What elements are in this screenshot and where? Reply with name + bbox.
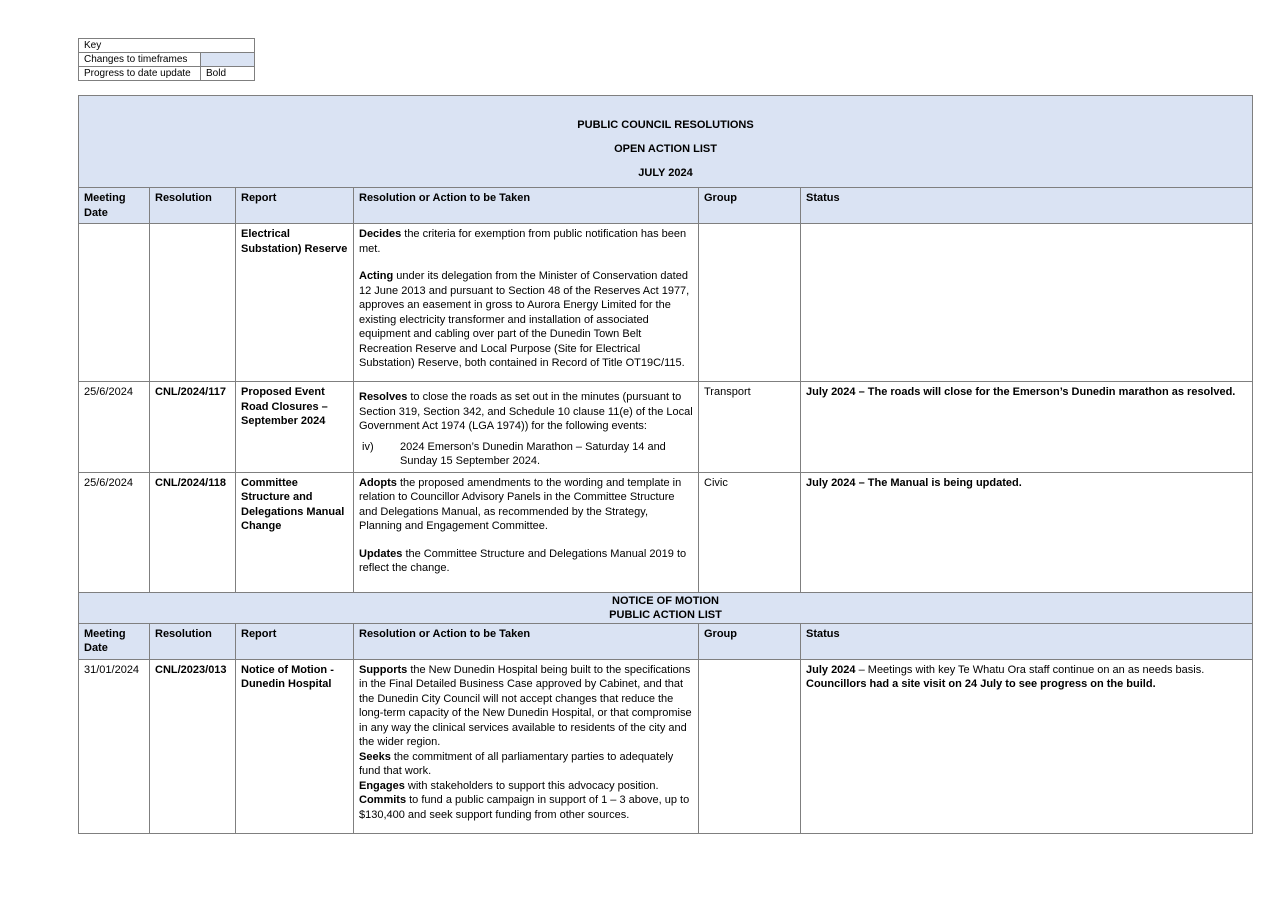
title-line-1: PUBLIC COUNCIL RESOLUTIONS — [577, 119, 754, 131]
status — [801, 224, 1253, 382]
action-verb: Supports — [359, 663, 408, 676]
list-number: iv) — [362, 440, 374, 453]
header-resolution: Resolution — [150, 623, 236, 659]
action-body: under its delegation from the Minister of Conservation dated 12 June 2013 and pursuant to Section 48 of the Reserves Act 1977, approves an easement in gross to Aurora Energy Limited for the existing electricity transformer and installation of associated equipment and cabling over part of the Dunedin Town Belt Recreation Reserve and Local Purpose (Site for Electrical Substation) Reserve, both contained in Record of Title OT19C/115. — [359, 270, 690, 369]
resolution-number: CNL/2024/118 — [150, 472, 236, 592]
header-report: Report — [236, 188, 354, 224]
action-verb: Resolves — [359, 391, 408, 403]
header-report: Report — [236, 623, 354, 659]
meeting-date — [79, 224, 150, 382]
title-line-2: OPEN ACTION LIST — [614, 143, 717, 155]
header-group: Group — [699, 188, 801, 224]
action-verb: Updates — [359, 547, 403, 560]
action-body: the New Dunedin Hospital being built to the specifications in the Final Detailed Business Case approved by Cabinet, and that the Dunedin City Council will not accept changes that reduce the long-term capacity of the New Dunedin Hospital, or that compromise in any way the clinical services available to residents of the city and the wider region. — [359, 663, 692, 748]
header-action: Resolution or Action to be Taken — [354, 623, 699, 659]
section-title-line-1: NOTICE OF MOTION — [612, 594, 719, 607]
action-body: to close the roads as set out in the minutes (pursuant to Section 319, Section 342, and Schedule 10 clause 11(e) of the Local Government Act 1974 (LGA 1974)) for the following events: — [359, 391, 693, 432]
section-title — [79, 592, 1253, 623]
table-row — [79, 224, 1253, 382]
action-verb: Commits — [359, 794, 407, 806]
table-row — [79, 382, 1253, 473]
report-title: Notice of Motion - Dunedin Hospital — [236, 659, 354, 833]
action-body: the criteria for exemption from public notification has been met. — [359, 228, 687, 255]
group — [699, 659, 801, 833]
action-body: to fund a public campaign in support of 1 – 3 above, up to $130,400 and seek support funding from other sources. — [359, 794, 690, 821]
meeting-date: 25/6/2024 — [79, 382, 150, 473]
action-verb: Engages — [359, 779, 405, 792]
group: Civic — [699, 472, 801, 592]
action-text — [354, 472, 699, 592]
action-body: the commitment of all parliamentary parties to adequately fund that work. — [359, 750, 674, 777]
action-body: the Committee Structure and Delegations Manual 2019 to reflect the change. — [359, 547, 687, 574]
status: July 2024 – The roads will close for the Emerson’s Dunedin marathon as resolved. — [801, 382, 1253, 473]
resolution-number — [150, 224, 236, 382]
action-text — [354, 659, 699, 833]
key-title: Key — [79, 39, 255, 53]
key-value-progress: Bold — [201, 67, 255, 81]
header-row — [79, 623, 1253, 659]
header-group: Group — [699, 623, 801, 659]
title-line-3: JULY 2024 — [638, 167, 693, 179]
resolution-number: CNL/2024/117 — [150, 382, 236, 473]
resolution-number: CNL/2023/013 — [150, 659, 236, 833]
header-row — [79, 188, 1253, 224]
status: July 2024 – The Manual is being updated. — [801, 472, 1253, 592]
header-meeting-date: Meeting Date — [79, 623, 150, 659]
header-status: Status — [801, 188, 1253, 224]
section-title-line-2: PUBLIC ACTION LIST — [609, 608, 722, 621]
action-verb: Adopts — [359, 476, 397, 489]
report-title: Committee Structure and Delegations Manual Change — [236, 472, 354, 592]
action-verb: Acting — [359, 270, 394, 282]
meeting-date: 31/01/2024 — [79, 659, 150, 833]
table-row — [79, 659, 1253, 833]
action-list-table — [78, 95, 1253, 834]
header-resolution: Resolution — [150, 188, 236, 224]
list-item — [359, 440, 693, 469]
header-meeting-date: Meeting Date — [79, 188, 150, 224]
key-label-progress: Progress to date update — [79, 67, 201, 81]
header-status: Status — [801, 623, 1253, 659]
status — [801, 659, 1253, 833]
action-verb: Seeks — [359, 750, 391, 763]
action-verb: Decides — [359, 228, 402, 240]
status-date: July 2024 — [806, 663, 856, 676]
list-text: 2024 Emerson’s Dunedin Marathon – Saturday 14 and Sunday 15 September 2024. — [400, 440, 666, 467]
status-update: Councillors had a site visit on 24 July to see progress on the build. — [806, 678, 1156, 690]
action-text — [354, 382, 699, 473]
group: Transport — [699, 382, 801, 473]
action-text — [354, 224, 699, 382]
action-body: the proposed amendments to the wording and template in relation to Councillor Advisory Panels in the Committee Structure and Delegations Manual, as recommended by the Strategy, Planning and Engagement Committee. — [359, 476, 682, 532]
key-swatch-timeframes — [201, 53, 255, 67]
key-label-timeframes: Changes to timeframes — [79, 53, 201, 67]
header-action: Resolution or Action to be Taken — [354, 188, 699, 224]
status-text: – Meetings with key Te Whatu Ora staff continue on an as needs basis. — [855, 663, 1205, 676]
group — [699, 224, 801, 382]
meeting-date: 25/6/2024 — [79, 472, 150, 592]
report-title: Electrical Substation) Reserve — [236, 224, 354, 382]
report-title: Proposed Event Road Closures –September 2024 — [236, 382, 354, 473]
key-table — [78, 38, 255, 81]
table-row — [79, 472, 1253, 592]
action-body: with stakeholders to support this advocacy position. — [404, 779, 659, 792]
document-title — [79, 96, 1253, 188]
